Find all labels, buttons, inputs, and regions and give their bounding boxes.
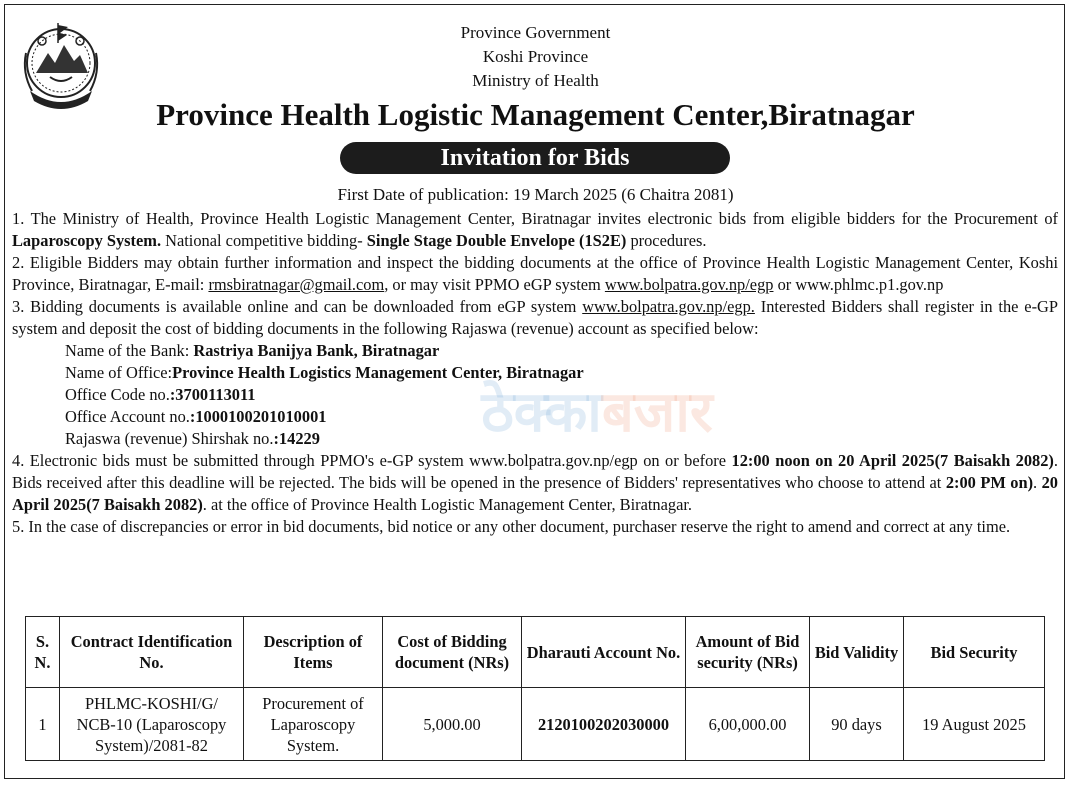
cell-contract: PHLMC-KOSHI/G/ NCB-10 (Laparoscopy System)/2081-82 [60, 688, 244, 761]
clause-1-text: 1. The Ministry of Health, Province Health Logistic Management Center, Biratnagar invites electronic bids from eligible bidders for the Procurement of [12, 209, 1058, 228]
header-koshi-province: Koshi Province [482, 47, 589, 66]
publication-date: First Date of publication: 19 March 2025 (6 Chaitra 2081) [337, 185, 734, 204]
office-code-label: Office Code no. [65, 385, 170, 404]
col-description: Description of Items [244, 617, 383, 688]
bank-name-value: Rastriya Banijya Bank, Biratnagar [193, 341, 440, 360]
header-province-government: Province Government [460, 23, 611, 42]
clause-1 [12, 208, 1058, 252]
bid-table [25, 616, 1045, 761]
cell-description: Procurement of Laparoscopy System. [244, 688, 383, 761]
office-name-line [12, 362, 1058, 384]
header-ministry: Ministry of Health [472, 71, 599, 90]
col-cost: Cost of Bidding document (NRs) [383, 617, 522, 688]
cell-cost: 5,000.00 [383, 688, 522, 761]
bank-name-line [12, 340, 1058, 362]
office-account-label: Office Account no. [65, 407, 190, 426]
clause-4 [12, 450, 1058, 516]
opening-date: 20 April 2025(7 Baisakh 2082) [12, 473, 1058, 514]
col-validity: Bid Validity [810, 617, 904, 688]
col-sn: S. N. [26, 617, 60, 688]
col-account: Dharauti Account No. [522, 617, 686, 688]
email-link[interactable]: rmsbiratnagar@gmail.com [208, 275, 385, 294]
procedure-type: Single Stage Double Envelope (1S2E) [366, 231, 627, 250]
clause-5: 5. In the case of discrepancies or error in bid documents, bid notice or any other document, purchaser reserve the right to amend and correct at any time. [12, 517, 1011, 536]
shirshak-line [12, 428, 1058, 450]
table-header-row [26, 617, 1045, 688]
cell-security: 19 August 2025 [904, 688, 1045, 761]
office-code-line [12, 384, 1058, 406]
clause-2-text-3: or www.phlmc.p1.gov.np [773, 275, 944, 294]
opening-time: 2:00 PM on) [945, 473, 1034, 492]
clause-2 [12, 252, 1058, 296]
office-code-value: :3700113011 [169, 385, 256, 404]
col-amount: Amount of Bid security (NRs) [686, 617, 810, 688]
clause-2-text-2: , or may visit PPMO eGP system [384, 275, 605, 294]
egp-link-2[interactable]: www.bolpatra.gov.np/egp. [582, 297, 755, 316]
submission-deadline: 12:00 noon on 20 April 2025(7 Baisakh 2082) [731, 451, 1054, 470]
clause-2-text: 2. Eligible Bidders may obtain further information and inspect the bidding documents at the office of Province Health Logistic Management Center, Koshi Province, Biratnagar, E-mail: [12, 253, 1058, 294]
shirshak-label: Rajaswa (revenue) Shirshak no. [65, 429, 274, 448]
clause-3-text-2: Interested Bidders shall register in the e-GP system and deposit the cost of bidding documents in the following Rajaswa (revenue) account as specified below: [12, 297, 1058, 338]
cell-account: 2120100202030000 [522, 688, 686, 761]
clause-4-text-2: . Bids received after this deadline will be rejected. The bids will be opened in the presence of Bidders' representatives who choose to attend at [12, 451, 1059, 492]
clause-4-text-3: . [1033, 473, 1042, 492]
office-name-label: Name of Office: [65, 363, 173, 382]
watermark-part2: बजार [601, 380, 713, 445]
office-title: Province Health Logistic Management Center,Biratnagar [156, 97, 915, 132]
clause-1-text-2: National competitive bidding- [161, 231, 367, 250]
clause-3-text: 3. Bidding documents is available online and can be downloaded from eGP system [12, 297, 583, 316]
cell-sn: 1 [26, 688, 60, 761]
office-account-value: :1000100201010001 [189, 407, 327, 426]
bank-name-label: Name of the Bank: [65, 341, 194, 360]
egp-link[interactable]: www.bolpatra.gov.np/egp [604, 275, 774, 294]
table-row [26, 688, 1045, 761]
office-account-line [12, 406, 1058, 428]
item-name: Laparoscopy System. [12, 231, 162, 250]
col-security: Bid Security [904, 617, 1045, 688]
notice-body [12, 208, 1058, 538]
office-name-value: Province Health Logistics Management Center, Biratnagar [172, 363, 584, 382]
clause-3 [12, 296, 1058, 340]
cell-validity: 90 days [810, 688, 904, 761]
col-contract: Contract Identification No. [60, 617, 244, 688]
cell-amount: 6,00,000.00 [686, 688, 810, 761]
watermark-part1: ठेक्का [481, 380, 602, 445]
shirshak-value: :14229 [273, 429, 320, 448]
clause-4-text: 4. Electronic bids must be submitted through PPMO's e-GP system www.bolpatra.gov.np/egp on or before [12, 451, 732, 470]
clause-4-text-4: . at the office of Province Health Logistic Management Center, Biratnagar. [202, 495, 693, 514]
invitation-banner: Invitation for Bids [340, 142, 730, 174]
clause-1-text-3: procedures. [626, 231, 707, 250]
